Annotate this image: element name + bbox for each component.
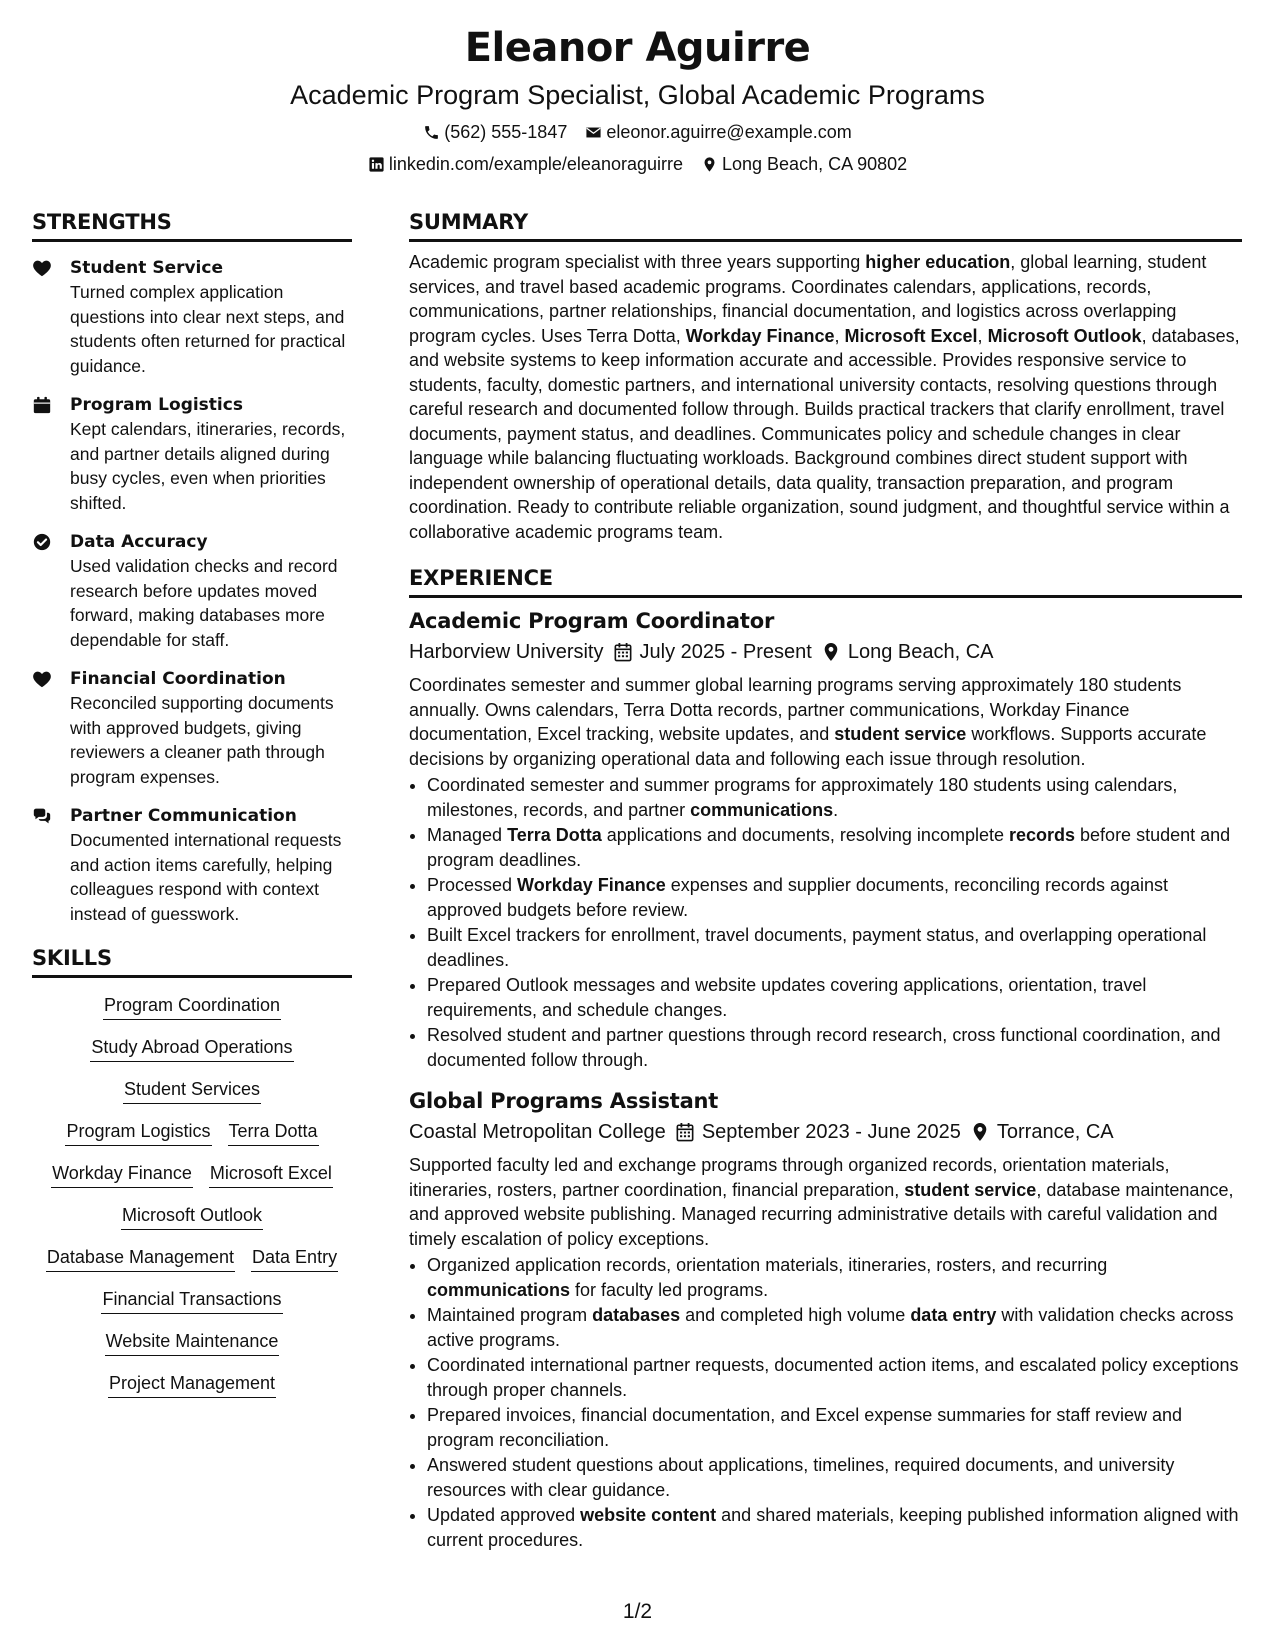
bold-keyword: Terra Dotta	[507, 825, 602, 845]
skill-tag: Workday Finance	[51, 1160, 193, 1188]
job-bullet: • Processed Workday Finance expenses and supplier documents, reconciling records against approved budgets before review.	[427, 873, 1242, 922]
skill-row	[65, 1118, 318, 1146]
skill-tag: Data Entry	[251, 1244, 338, 1272]
skill-row	[51, 1160, 333, 1188]
bold-keyword: communications	[427, 1279, 571, 1300]
skill-tag: Study Abroad Operations	[90, 1034, 293, 1062]
chat-bubbles-icon	[32, 804, 52, 926]
linkedin-text[interactable]: linkedin.com/example/eleanoraguirre	[388, 154, 683, 174]
job-entry	[409, 606, 1242, 1072]
skill-tag: Microsoft Outlook	[121, 1202, 263, 1230]
strength-name: Financial Coordination	[70, 669, 286, 689]
strength-body	[70, 530, 352, 652]
job-bullet: • Managed Terra Dotta applications and documents, resolving incomplete records before student and program deadlines.	[427, 823, 1242, 872]
job-bullet: • Prepared invoices, financial documentation, and Excel expense summaries for staff review and program reconciliation.	[427, 1403, 1242, 1452]
skill-row	[103, 992, 281, 1020]
job-bullet: • Coordinated international partner requests, documented action items, and escalated policy exceptions through proper channels.	[427, 1353, 1242, 1402]
strength-description: Reconciled supporting documents with approved budgets, giving reviewers a cleaner path through program expenses.	[70, 693, 334, 787]
skill-row	[108, 1370, 276, 1398]
strength-body	[70, 804, 352, 926]
map-pin-icon	[971, 1122, 989, 1142]
job-dates-text: July 2025 - Present	[639, 641, 812, 663]
strengths-heading: STRENGTHS	[32, 208, 352, 242]
map-pin-icon	[701, 156, 718, 173]
skill-tag: Project Management	[108, 1370, 276, 1398]
job-location	[822, 637, 994, 667]
job-location-text: Torrance, CA	[996, 1121, 1114, 1143]
calendar-icon	[32, 393, 52, 515]
job-description: Coordinates semester and summer global learning programs serving approximately 180 students annually. Owns calendars, Terra Dotta records, partner communications, Workday Finance documentation, Excel tracking, website updates, and student service workflows. Supports accurate decisions by organizing operational data and following each issue through resolution.	[409, 675, 1207, 769]
skill-tag: Program Logistics	[65, 1118, 211, 1146]
job-bullet: • Updated approved website content and shared materials, keeping published information aligned with current procedures.	[427, 1503, 1242, 1552]
strength-name: Program Logistics	[70, 395, 243, 415]
heart-icon	[32, 256, 52, 378]
strength-item	[32, 667, 352, 789]
heart-icon	[32, 667, 52, 789]
contact-row-2	[0, 152, 1275, 176]
bold-keyword: student service	[834, 724, 967, 744]
contact-linkedin[interactable]	[368, 152, 683, 176]
bold-keyword: Microsoft Outlook	[987, 325, 1142, 346]
job-bullet: • Maintained program databases and completed high volume data entry with validation checks across active programs.	[427, 1303, 1242, 1352]
map-pin-icon	[822, 642, 840, 662]
job-bullets	[409, 773, 1242, 1072]
contact-location	[701, 152, 907, 176]
job-meta	[409, 637, 1242, 667]
job-bullet: • Built Excel trackers for enrollment, travel documents, payment status, and overlapping operational deadlines.	[427, 923, 1242, 972]
strength-name: Partner Communication	[70, 806, 297, 826]
contact-email[interactable]	[585, 120, 851, 144]
strength-body	[70, 256, 352, 378]
strength-body	[70, 393, 352, 515]
job-organization: Coastal Metropolitan College	[409, 1121, 666, 1143]
bold-keyword: website content	[580, 1505, 717, 1525]
job-meta	[409, 1117, 1242, 1147]
left-column	[32, 208, 352, 1412]
strengths-list	[32, 256, 352, 926]
job-title: Academic Program Coordinator	[409, 609, 775, 633]
candidate-title: Academic Program Specialist, Global Academic Programs	[290, 80, 985, 110]
bold-keyword: Microsoft Excel	[844, 325, 978, 346]
bold-keyword: Workday Finance	[685, 325, 835, 346]
contact-phone	[423, 120, 567, 144]
bold-keyword: data entry	[910, 1305, 997, 1325]
skill-tag: Microsoft Excel	[209, 1160, 333, 1188]
check-circle-icon	[32, 530, 52, 652]
skill-tag: Website Maintenance	[105, 1328, 280, 1356]
skills-list	[32, 992, 352, 1412]
candidate-name: Eleanor Aguirre	[464, 25, 811, 71]
contact-row-1	[0, 120, 1275, 144]
skill-tag: Financial Transactions	[101, 1286, 282, 1314]
strength-description: Used validation checks and record research before updates moved forward, making databases more dependable for staff.	[70, 556, 338, 650]
skill-row	[90, 1034, 293, 1062]
summary-text: Academic program specialist with three years supporting higher education, global learning, student services, and travel based academic programs. Coordinates calendars, applications, records, communications, partner relationships, financial documentation, and logistics across overlapping program cycles. Uses Terra Dotta, Workday Finance, Microsoft Excel, Microsoft Outlook, databases, and website systems to keep information accurate and accessible. Provides responsive service to students, faculty, domestic partners, and international university contacts, resolving questions through careful research and documented follow through. Builds practical trackers that clarify enrollment, travel documents, payment status, and deadlines. Communicates policy and schedule changes in clear language while balancing fluctuating workloads. Background combines direct student support with independent ownership of operational details, data quality, transaction preparation, and program coordination. Ready to contribute reliable organization, sound judgment, and thoughtful service within a collaborative academic programs team.	[409, 252, 1240, 542]
job-bullet: • Coordinated semester and summer programs for approximately 180 students using calendars, milestones, records, and partner communications.	[427, 773, 1242, 822]
email-text[interactable]: eleonor.aguirre@example.com	[606, 122, 852, 142]
job-description: Supported faculty led and exchange programs through organized records, orientation materials, itineraries, rosters, partner coordination, financial preparation, student service, database maintenance, and approved website publishing. Managed recurring administrative details with careful validation and timely escalation of policy exceptions.	[409, 1155, 1234, 1249]
job-bullets	[409, 1253, 1242, 1552]
bold-keyword: student service	[904, 1179, 1037, 1200]
strength-description: Kept calendars, itineraries, records, and partner details aligned during busy cycles, even when priorities shifted.	[70, 419, 346, 513]
linkedin-icon	[368, 156, 385, 173]
strength-item	[32, 530, 352, 652]
job-title: Global Programs Assistant	[409, 1089, 719, 1113]
calendar-outline-icon	[614, 642, 632, 662]
job-location-text: Long Beach, CA	[847, 641, 994, 663]
job-dates	[614, 637, 812, 667]
location-text: Long Beach, CA 90802	[722, 154, 908, 174]
strength-name: Data Accuracy	[70, 532, 208, 552]
skill-tag: Terra Dotta	[228, 1118, 319, 1146]
skill-row	[101, 1286, 282, 1314]
strength-item	[32, 804, 352, 926]
job-entry	[409, 1086, 1242, 1552]
strength-item	[32, 393, 352, 515]
job-organization: Harborview University	[409, 641, 604, 663]
job-location	[971, 1117, 1114, 1147]
strength-description: Turned complex application questions into clear next steps, and students often returned for practical guidance.	[70, 282, 346, 376]
job-dates-text: September 2023 - June 2025	[701, 1121, 961, 1143]
bold-keyword: databases	[592, 1305, 681, 1325]
skill-row	[121, 1202, 263, 1230]
envelope-icon	[585, 124, 602, 141]
resume-header	[0, 18, 1275, 176]
calendar-outline-icon	[676, 1122, 694, 1142]
job-bullet: • Resolved student and partner questions through record research, cross functional coordination, and documented follow through.	[427, 1023, 1242, 1072]
experience-list	[409, 606, 1242, 1552]
bold-keyword: higher education	[865, 252, 1011, 272]
bold-keyword: records	[1008, 825, 1076, 845]
skill-tag: Database Management	[46, 1244, 235, 1272]
strength-item	[32, 256, 352, 378]
skills-heading: SKILLS	[32, 944, 352, 978]
job-dates	[676, 1117, 961, 1147]
phone-icon	[423, 124, 440, 141]
job-bullet: • Prepared Outlook messages and website updates covering applications, orientation, travel requirements, and schedule changes.	[427, 973, 1242, 1022]
right-column	[409, 208, 1242, 1553]
job-bullet: • Organized application records, orientation materials, itineraries, rosters, and recurring communications for faculty led programs.	[427, 1253, 1242, 1302]
strength-name: Student Service	[70, 258, 223, 278]
skill-tag: Program Coordination	[103, 992, 281, 1020]
skill-row	[46, 1244, 338, 1272]
skill-row	[105, 1328, 280, 1356]
strength-body	[70, 667, 352, 789]
job-bullet: • Answered student questions about applications, timelines, required documents, and university resources with clear guidance.	[427, 1453, 1242, 1502]
strength-description: Documented international requests and action items carefully, helping colleagues respond with context instead of guesswork.	[70, 830, 342, 924]
bold-keyword: Workday Finance	[517, 875, 666, 895]
summary-heading: SUMMARY	[409, 208, 1242, 242]
page-number: 1/2	[622, 1600, 653, 1623]
experience-heading: EXPERIENCE	[409, 564, 1242, 598]
skill-row	[123, 1076, 261, 1104]
skill-tag: Student Services	[123, 1076, 261, 1104]
phone-text: (562) 555-1847	[444, 122, 568, 142]
bold-keyword: communications	[690, 799, 834, 820]
